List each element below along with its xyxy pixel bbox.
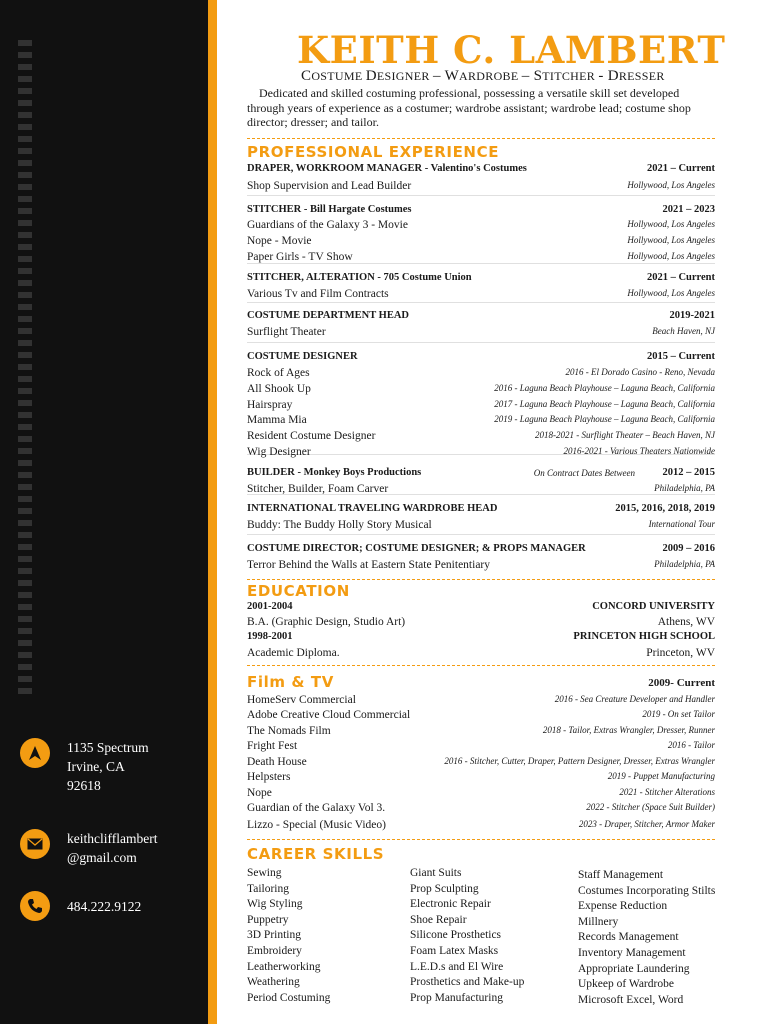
education-row	[247, 616, 715, 631]
experience-row	[247, 219, 715, 234]
film-detail: 2016 - Stitcher, Cutter, Draper, Pattern Designer, Dresser, Extras Wrangler	[444, 756, 715, 766]
film-row	[247, 756, 715, 771]
experience-heading: PROFESSIONAL EXPERIENCE	[247, 143, 500, 161]
film-detail: 2021 - Stitcher Alterations	[619, 787, 715, 797]
skill-item: Period Costuming	[247, 991, 331, 1004]
film-row	[247, 725, 715, 740]
sidebar	[0, 0, 208, 1024]
experience-title: STITCHER - Bill Hargate Costumes	[247, 204, 412, 215]
film-row	[247, 771, 715, 786]
experience-title: Buddy: The Buddy Holly Story Musical	[247, 519, 432, 531]
location-icon	[20, 738, 50, 768]
experience-title: COSTUME DIRECTOR; COSTUME DESIGNER; & PROPS MANAGER	[247, 543, 586, 554]
experience-title: INTERNATIONAL TRAVELING WARDROBE HEAD	[247, 503, 498, 514]
education-row	[247, 631, 715, 646]
divider	[247, 665, 715, 666]
experience-detail: Philadelphia, PA	[654, 483, 715, 493]
skill-item: Puppetry	[247, 913, 289, 926]
experience-row	[247, 399, 715, 414]
experience-title: Terror Behind the Walls at Eastern State Penitentiary	[247, 559, 490, 571]
film-detail: 2016 - Sea Creature Developer and Handler	[554, 694, 715, 704]
experience-detail: 2016-2021 - Various Theaters Nationwide	[563, 446, 715, 456]
experience-title: STITCHER, ALTERATION - 705 Costume Union	[247, 272, 472, 283]
experience-detail: 2015, 2016, 2018, 2019	[615, 503, 715, 514]
skill-item: L.E.D.s and El Wire	[410, 960, 504, 973]
education-title: B.A. (Graphic Design, Studio Art)	[247, 616, 406, 628]
experience-title: Stitcher, Builder, Foam Carver	[247, 483, 389, 495]
experience-detail: International Tour	[648, 519, 715, 529]
summary: Dedicated and skilled costuming professional, possessing a versatile skill set developed through years of experience as a costumer; wardrobe assistant; wardrobe lead; costume shop director; dresser; and tailor.	[247, 86, 691, 129]
envelope-icon	[20, 829, 50, 859]
experience-row	[247, 414, 715, 429]
experience-detail: 2015 – Current	[646, 351, 715, 362]
experience-note: On Contract Dates Between	[533, 468, 635, 478]
divider	[247, 138, 715, 139]
experience-row	[247, 519, 715, 534]
skill-item: Upkeep of Wardrobe	[578, 978, 674, 991]
skills-column-1	[247, 866, 330, 1006]
skills-column-3	[578, 868, 715, 1008]
skill-item: Foam Latex Masks	[410, 944, 499, 957]
experience-detail: 2018-2021 - Surflight Theater – Beach Haven, NJ	[535, 430, 715, 440]
film-title: Adobe Creative Cloud Commercial	[247, 709, 411, 721]
skill-item: Wig Styling	[247, 898, 303, 911]
experience-detail: 2021 – Current	[646, 163, 715, 174]
email-line-1[interactable]: keithclifflambert	[67, 831, 158, 846]
skill-item: Silicone Prosthetics	[410, 929, 502, 942]
sidebar-pattern	[18, 40, 32, 700]
address-line-3: 92618	[67, 778, 101, 793]
experience-title: Paper Girls - TV Show	[247, 251, 353, 263]
experience-title: Surflight Theater	[247, 326, 326, 338]
film-detail: 2019 - On set Tailor	[642, 709, 715, 719]
film-title: HomeServ Commercial	[247, 694, 356, 706]
experience-detail: 2017 - Laguna Beach Playhouse – Laguna Beach, California	[494, 399, 715, 409]
education-heading: EDUCATION	[247, 582, 350, 600]
experience-row	[247, 430, 715, 445]
role-subtitle: COSTUME DESIGNER – WARDROBE – STITCHER - DRESSER	[301, 68, 665, 84]
experience-detail: Hollywood, Los Angeles	[627, 180, 715, 190]
skill-item: Expense Reduction	[578, 900, 668, 913]
experience-row	[247, 467, 715, 482]
film-row	[247, 709, 715, 724]
film-title: Guardian of the Galaxy Vol 3.	[247, 802, 386, 814]
experience-title: Nope - Movie	[247, 235, 312, 247]
education-detail: Athens, WV	[657, 616, 715, 628]
address-line-2: Irvine, CA	[67, 759, 125, 774]
experience-row	[247, 543, 715, 558]
film-detail: 2016 - Tailor	[667, 740, 715, 750]
experience-title: DRAPER, WORKROOM MANAGER - Valentino's Costumes	[247, 163, 527, 174]
experience-row	[247, 559, 715, 574]
experience-row	[247, 326, 715, 341]
experience-title: Guardians of the Galaxy 3 - Movie	[247, 219, 408, 231]
experience-title: Resident Costume Designer	[247, 430, 376, 442]
experience-detail: 2016 - El Dorado Casino - Reno, Nevada	[565, 367, 715, 377]
film-row	[247, 740, 715, 755]
experience-detail: 2019 - Laguna Beach Playhouse – Laguna Beach, California	[494, 414, 715, 424]
education-title: 2001-2004	[247, 601, 293, 612]
film-detail: 2019 - Puppet Manufacturing	[607, 771, 715, 781]
education-detail: PRINCETON HIGH SCHOOL	[573, 631, 715, 642]
film-title: Helpsters	[247, 771, 291, 783]
film-row	[247, 802, 715, 817]
film-title: The Nomads Film	[247, 725, 331, 737]
education-detail: CONCORD UNIVERSITY	[592, 601, 715, 612]
experience-title: All Shook Up	[247, 383, 311, 395]
film-detail: 2018 - Tailor, Extras Wrangler, Dresser, Runner	[542, 725, 715, 735]
experience-row	[247, 483, 715, 498]
address-line-1: 1135 Spectrum	[67, 740, 149, 755]
film-period-row	[247, 677, 715, 692]
skill-item: Prop Sculpting	[410, 882, 479, 895]
experience-row	[247, 163, 715, 178]
skill-item: Electronic Repair	[410, 898, 491, 911]
skill-item: Microsoft Excel, Word	[578, 993, 684, 1006]
film-title: Lizzo - Special (Music Video)	[247, 819, 386, 831]
education-row	[247, 601, 715, 616]
divider	[247, 839, 715, 840]
film-row	[247, 694, 715, 709]
skill-item: Sewing	[247, 867, 282, 879]
experience-detail: 2012 – 2015	[662, 467, 715, 478]
email-line-2[interactable]: @gmail.com	[67, 850, 137, 865]
experience-row	[247, 204, 715, 219]
skill-item: Prosthetics and Make-up	[410, 976, 525, 989]
skill-item: Leatherworking	[247, 960, 321, 973]
accent-stripe	[208, 0, 217, 1024]
experience-title: Rock of Ages	[247, 367, 310, 379]
experience-row	[247, 180, 715, 195]
experience-title: Mamma Mia	[247, 414, 307, 426]
skill-item: Millnery	[578, 915, 619, 928]
experience-title: Various Tv and Film Contracts	[247, 288, 389, 300]
experience-row	[247, 235, 715, 250]
film-title: Nope	[247, 787, 272, 799]
education-title: Academic Diploma.	[247, 647, 340, 659]
skill-item: Embroidery	[247, 944, 302, 957]
skills-column-2	[410, 866, 524, 1006]
contact-phone	[20, 891, 141, 921]
divider	[247, 579, 715, 580]
film-row	[247, 787, 715, 802]
page-title: KEITH C. LAMBERT	[297, 28, 726, 72]
skill-item: Inventory Management	[578, 946, 686, 959]
education-row	[247, 647, 715, 662]
row-separator	[247, 342, 715, 343]
experience-title: COSTUME DESIGNER	[247, 351, 358, 362]
experience-detail: Hollywood, Los Angeles	[627, 251, 715, 261]
experience-row	[247, 446, 715, 461]
skill-item: Giant Suits	[410, 867, 462, 879]
experience-row	[247, 503, 715, 518]
row-separator	[247, 534, 715, 535]
experience-row	[247, 310, 715, 325]
experience-detail: Beach Haven, NJ	[652, 326, 715, 336]
experience-detail: 2009 – 2016	[662, 543, 715, 554]
experience-title: Shop Supervision and Lead Builder	[247, 180, 412, 192]
experience-detail: Hollywood, Los Angeles	[627, 219, 715, 229]
education-detail: Princeton, WV	[646, 647, 715, 659]
experience-detail: Philadelphia, PA	[654, 559, 715, 569]
film-detail: 2023 - Draper, Stitcher, Armor Maker	[578, 819, 715, 829]
contact-email	[20, 829, 157, 867]
experience-detail: 2021 – Current	[646, 272, 715, 283]
row-separator	[247, 195, 715, 196]
skill-item: Costumes Incorporating Stilts	[578, 884, 716, 897]
phone-icon	[20, 891, 50, 921]
skill-item: Records Management	[578, 931, 679, 944]
skills-heading: CAREER SKILLS	[247, 845, 385, 863]
experience-title: Hairspray	[247, 399, 293, 411]
contact-address	[20, 738, 149, 795]
experience-detail: 2019-2021	[669, 310, 715, 321]
film-row	[247, 819, 715, 834]
experience-detail: Hollywood, Los Angeles	[627, 288, 715, 298]
experience-detail: 2016 - Laguna Beach Playhouse – Laguna Beach, California	[494, 383, 715, 393]
experience-title: BUILDER - Monkey Boys Productions	[247, 467, 422, 478]
experience-row	[247, 272, 715, 287]
phone-number[interactable]: 484.222.9122	[67, 899, 142, 914]
skill-item: Tailoring	[247, 882, 289, 895]
skill-item: Weathering	[247, 976, 300, 989]
skill-item: Appropriate Laundering	[578, 962, 690, 975]
film-period: 2009- Current	[648, 677, 715, 689]
experience-row	[247, 351, 715, 366]
experience-detail: Hollywood, Los Angeles	[627, 235, 715, 245]
film-heading: Film & TV	[247, 673, 334, 691]
skill-item: Prop Manufacturing	[410, 991, 503, 1004]
experience-row	[247, 251, 715, 266]
skill-item: Staff Management	[578, 869, 664, 881]
experience-row	[247, 367, 715, 382]
experience-row	[247, 288, 715, 303]
education-title: 1998-2001	[247, 631, 293, 642]
film-detail: 2022 - Stitcher (Space Suit Builder)	[586, 802, 715, 812]
experience-title: COSTUME DEPARTMENT HEAD	[247, 310, 410, 321]
experience-detail: 2021 – 2023	[662, 204, 715, 215]
film-title: Death House	[247, 756, 307, 768]
skill-item: Shoe Repair	[410, 913, 467, 926]
film-title: Fright Fest	[247, 740, 298, 752]
skill-item: 3D Printing	[247, 929, 301, 942]
experience-title: Wig Designer	[247, 446, 311, 458]
experience-row	[247, 383, 715, 398]
